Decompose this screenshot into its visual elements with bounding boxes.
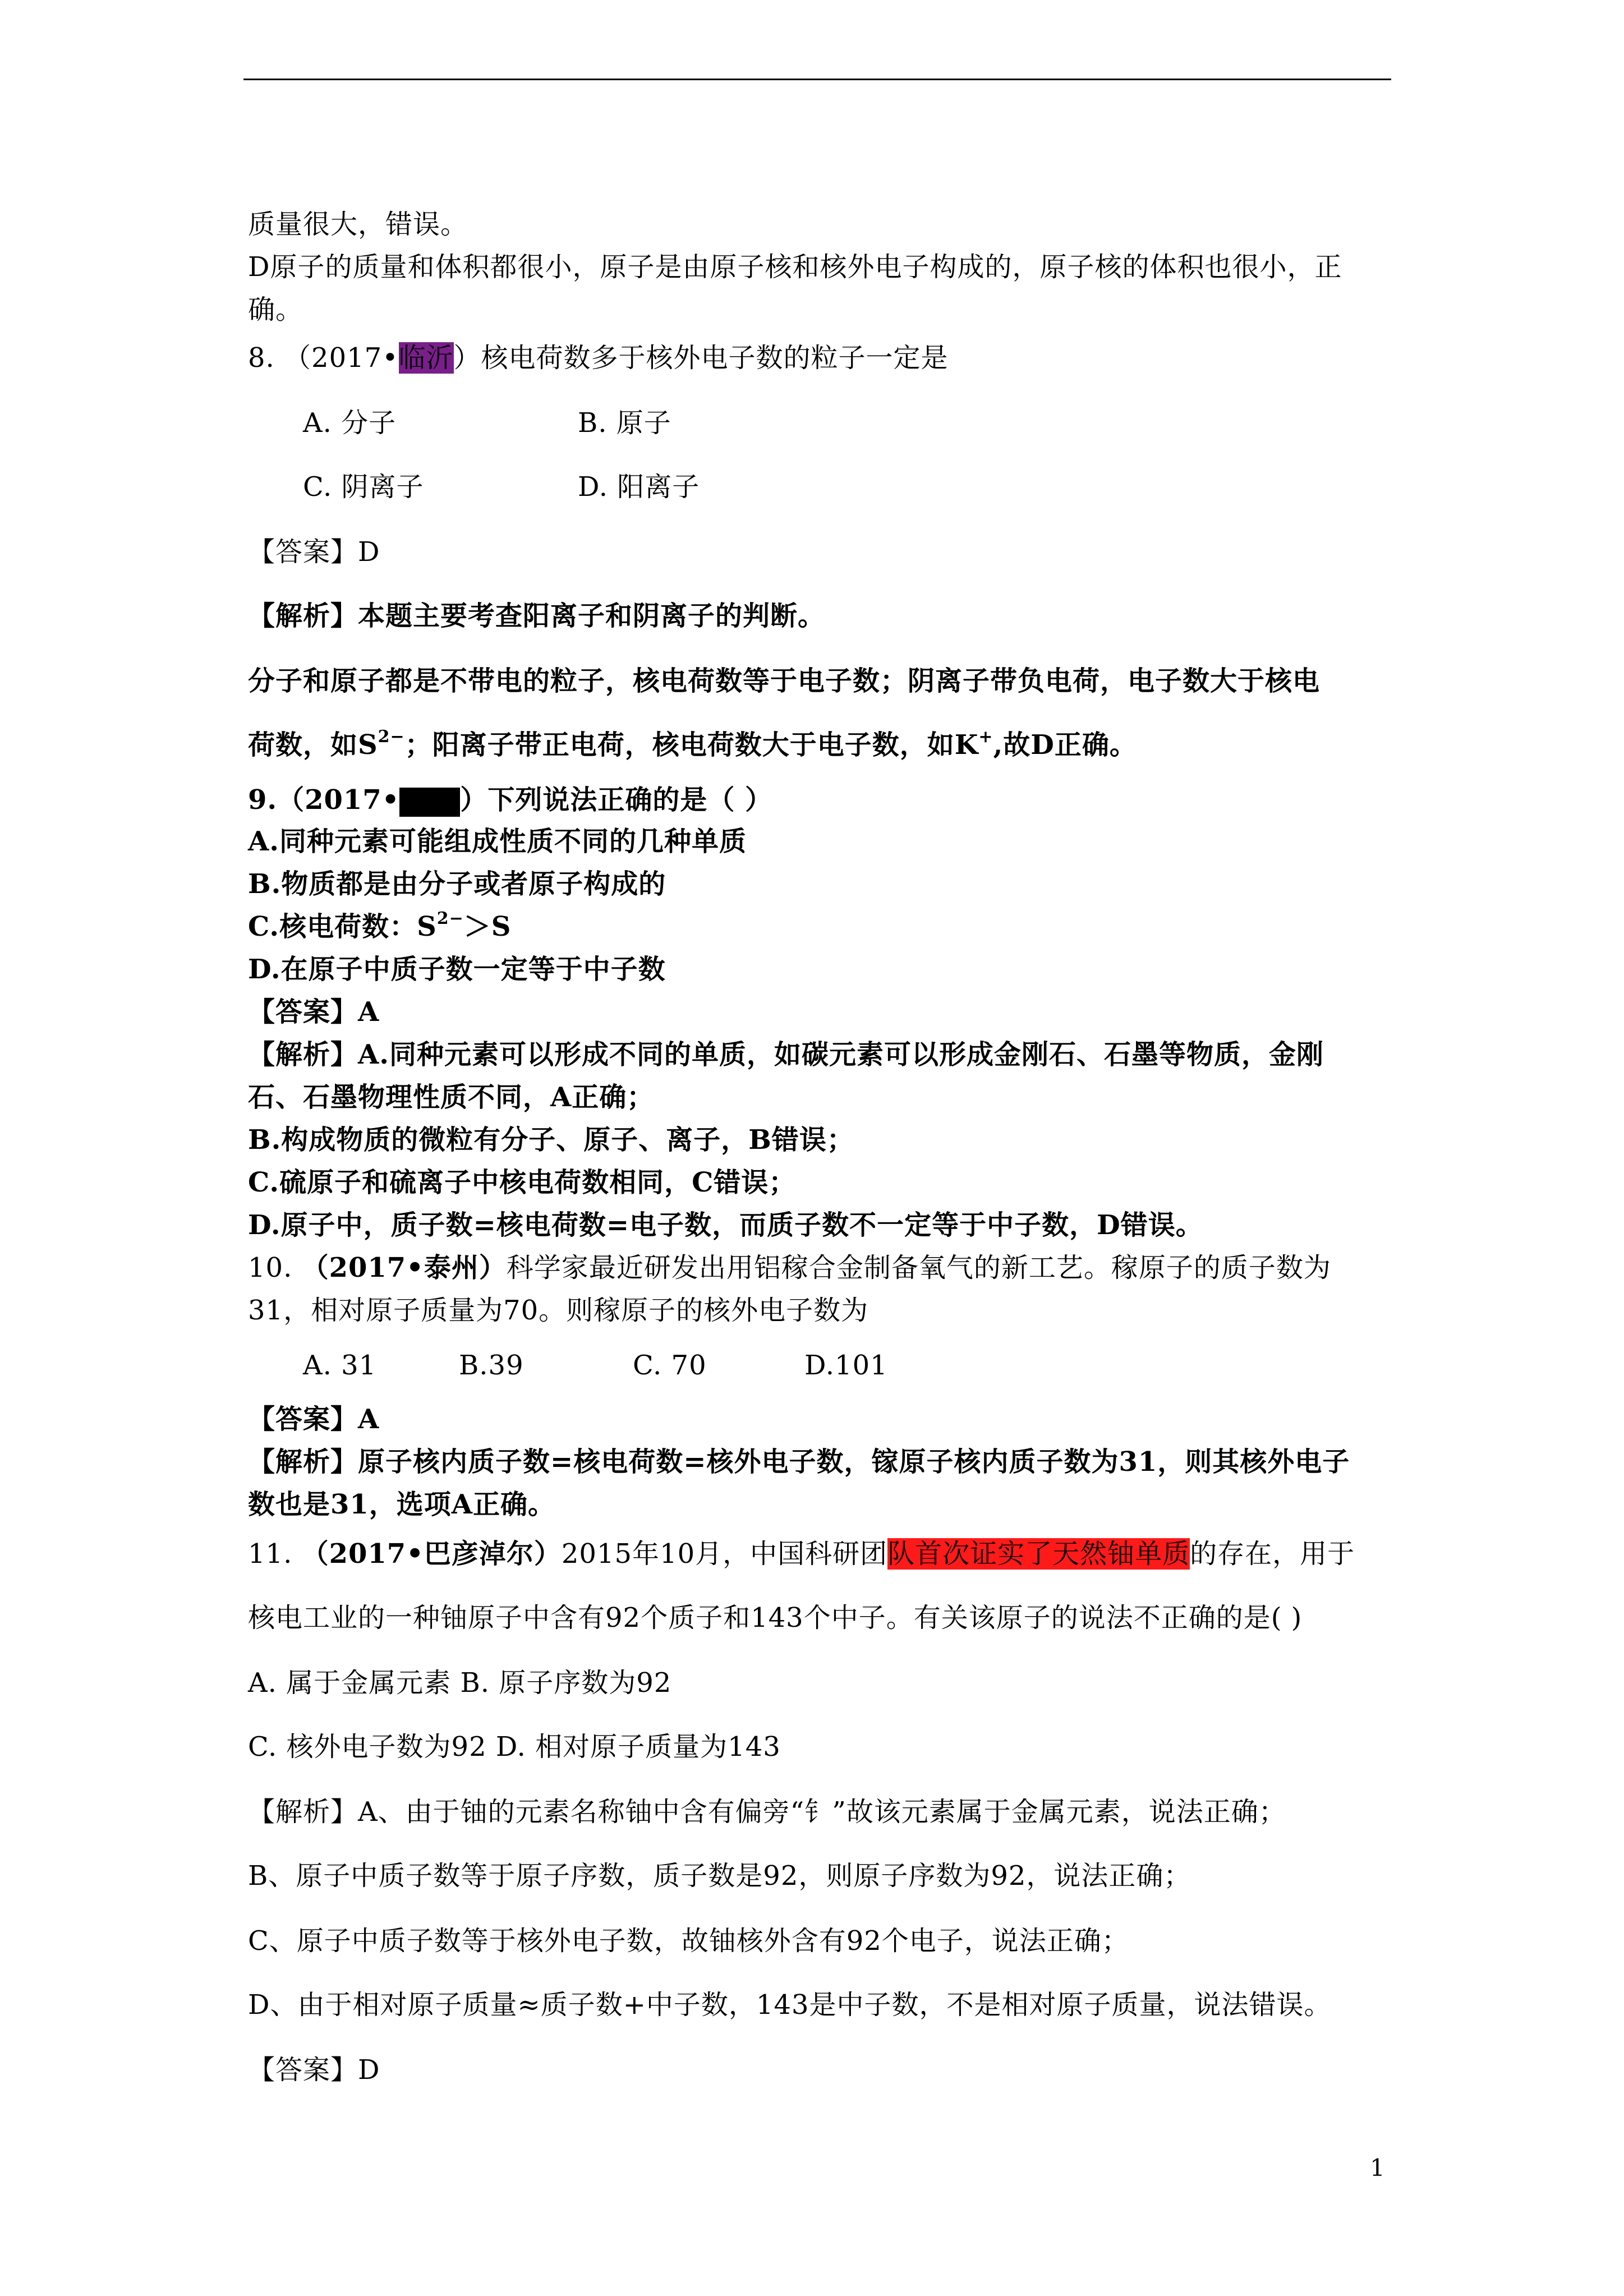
question-9	[248, 783, 772, 817]
answer: 【答案】A	[248, 1404, 380, 1435]
analysis: 【解析】本题主要考查阳离子和阴离子的判断。	[248, 600, 826, 632]
highlighted-text: 队首次证实了天然铀单质	[887, 1538, 1190, 1570]
analysis: B.构成物质的微粒有分子、原子、离子，B错误；	[248, 1124, 854, 1156]
analysis: 【解析】A.同种元素可以形成不同的单质，如碳元素可以形成金刚石、石墨等物质，金刚	[248, 1039, 1324, 1070]
question-source: （2017•巴彦淖尔）	[301, 1538, 562, 1570]
redacted-source	[399, 788, 460, 817]
question-source: （2017•泰州）	[301, 1252, 507, 1283]
analysis: 分子和原子都是不带电的粒子，核电荷数等于电子数；阴离子带负电荷，电子数大于核电	[248, 665, 1321, 697]
question-number: 10.	[248, 1252, 302, 1283]
question-text: 的存在，用于	[1190, 1538, 1355, 1570]
options-row	[303, 470, 700, 504]
question-text: ）下列说法正确的是（ ）	[460, 784, 773, 816]
highlighted-source: 临沂	[398, 342, 454, 374]
analysis: 【解析】A、由于铀的元素名称铀中含有偏旁“钅”故该元素属于金属元素，说法正确；	[248, 1796, 1286, 1828]
question-text: ）核电荷数多于核外电子数的粒子一定是	[453, 342, 949, 374]
text-line: 质量很大，错误。	[248, 209, 468, 240]
option-d: D.在原子中质子数一定等于中子数	[248, 954, 666, 985]
analysis: B、原子中质子数等于原子序数，质子数是92，则原子序数为92，说法正确；	[248, 1860, 1191, 1892]
option-a: A.同种元素可能组成性质不同的几种单质	[248, 826, 747, 857]
question-number: 9.（2017•	[248, 784, 400, 816]
option-c	[248, 910, 511, 944]
header-rule	[243, 79, 1391, 80]
question-text: 核电工业的一种铀原子中含有92个质子和143个中子。有关该原子的说法不正确的是( )	[248, 1602, 1303, 1634]
options-row	[303, 1349, 888, 1382]
question-8	[248, 341, 949, 375]
text-line: D原子的质量和体积都很小，原子是由原子核和核外电子构成的，原子核的体积也很小，正	[248, 251, 1342, 283]
analysis: 石、石墨物理性质不同，A正确；	[248, 1082, 655, 1113]
analysis: 数也是31，选项A正确。	[248, 1489, 556, 1520]
analysis-text: ；阳离子带正电荷，核电荷数大于电子数，如K	[404, 729, 979, 761]
option-a: A. 31	[303, 1350, 377, 1381]
analysis: D.原子中，质子数=核电荷数=电子数，而质子数不一定等于中子数，D错误。	[248, 1209, 1203, 1241]
option-d: D. 阳离子	[578, 471, 700, 503]
option-c: C. 70	[633, 1350, 707, 1381]
superscript: 2−	[378, 727, 405, 747]
question-number: 11.	[248, 1538, 302, 1570]
option-c: C. 阴离子	[303, 471, 424, 503]
question-10	[248, 1251, 1331, 1285]
answer: 【答案】D	[248, 536, 380, 568]
option-text: C.核电荷数：S	[248, 911, 437, 942]
analysis	[248, 728, 1137, 762]
page-number: 1	[1370, 2154, 1385, 2182]
question-number: 8. （2017•	[248, 342, 399, 374]
question-text: 科学家最近研发出用铝稼合金制备氧气的新工艺。稼原子的质子数为	[506, 1252, 1331, 1283]
question-11	[248, 1537, 1355, 1571]
answer: 【答案】D	[248, 2054, 380, 2086]
question-text: 31，相对原子质量为70。则稼原子的核外电子数为	[248, 1295, 869, 1326]
options-row: C. 核外电子数为92 D. 相对原子质量为143	[248, 1731, 781, 1763]
option-b: B.物质都是由分子或者原子构成的	[248, 868, 666, 900]
analysis: D、由于相对原子质量≈质子数+中子数，143是中子数，不是相对原子质量，说法错误。	[248, 1989, 1332, 2021]
analysis-text: 荷数，如S	[248, 729, 378, 761]
options-row	[303, 406, 671, 440]
analysis: C.硫原子和硫离子中核电荷数相同，C错误；	[248, 1167, 797, 1198]
option-b: B. 原子	[578, 407, 671, 439]
text-line: 确。	[248, 294, 303, 325]
answer: 【答案】A	[248, 996, 380, 1028]
superscript: +	[978, 727, 993, 747]
analysis: 【解析】原子核内质子数=核电荷数=核外电子数，镓原子核内质子数为31，则其核外电子	[248, 1446, 1350, 1478]
analysis: C、原子中质子数等于核外电子数，故铀核外含有92个电子，说法正确；	[248, 1925, 1129, 1957]
option-b: B.39	[459, 1350, 524, 1381]
option-d: D.101	[804, 1350, 888, 1381]
options-row: A. 属于金属元素 B. 原子序数为92	[248, 1667, 672, 1699]
option-text: ＞S	[463, 911, 512, 942]
option-a: A. 分子	[303, 407, 397, 439]
question-text: 2015年10月，中国科研团	[561, 1538, 888, 1570]
analysis-text: ,故D正确。	[993, 729, 1137, 761]
superscript: 2−	[436, 909, 464, 928]
